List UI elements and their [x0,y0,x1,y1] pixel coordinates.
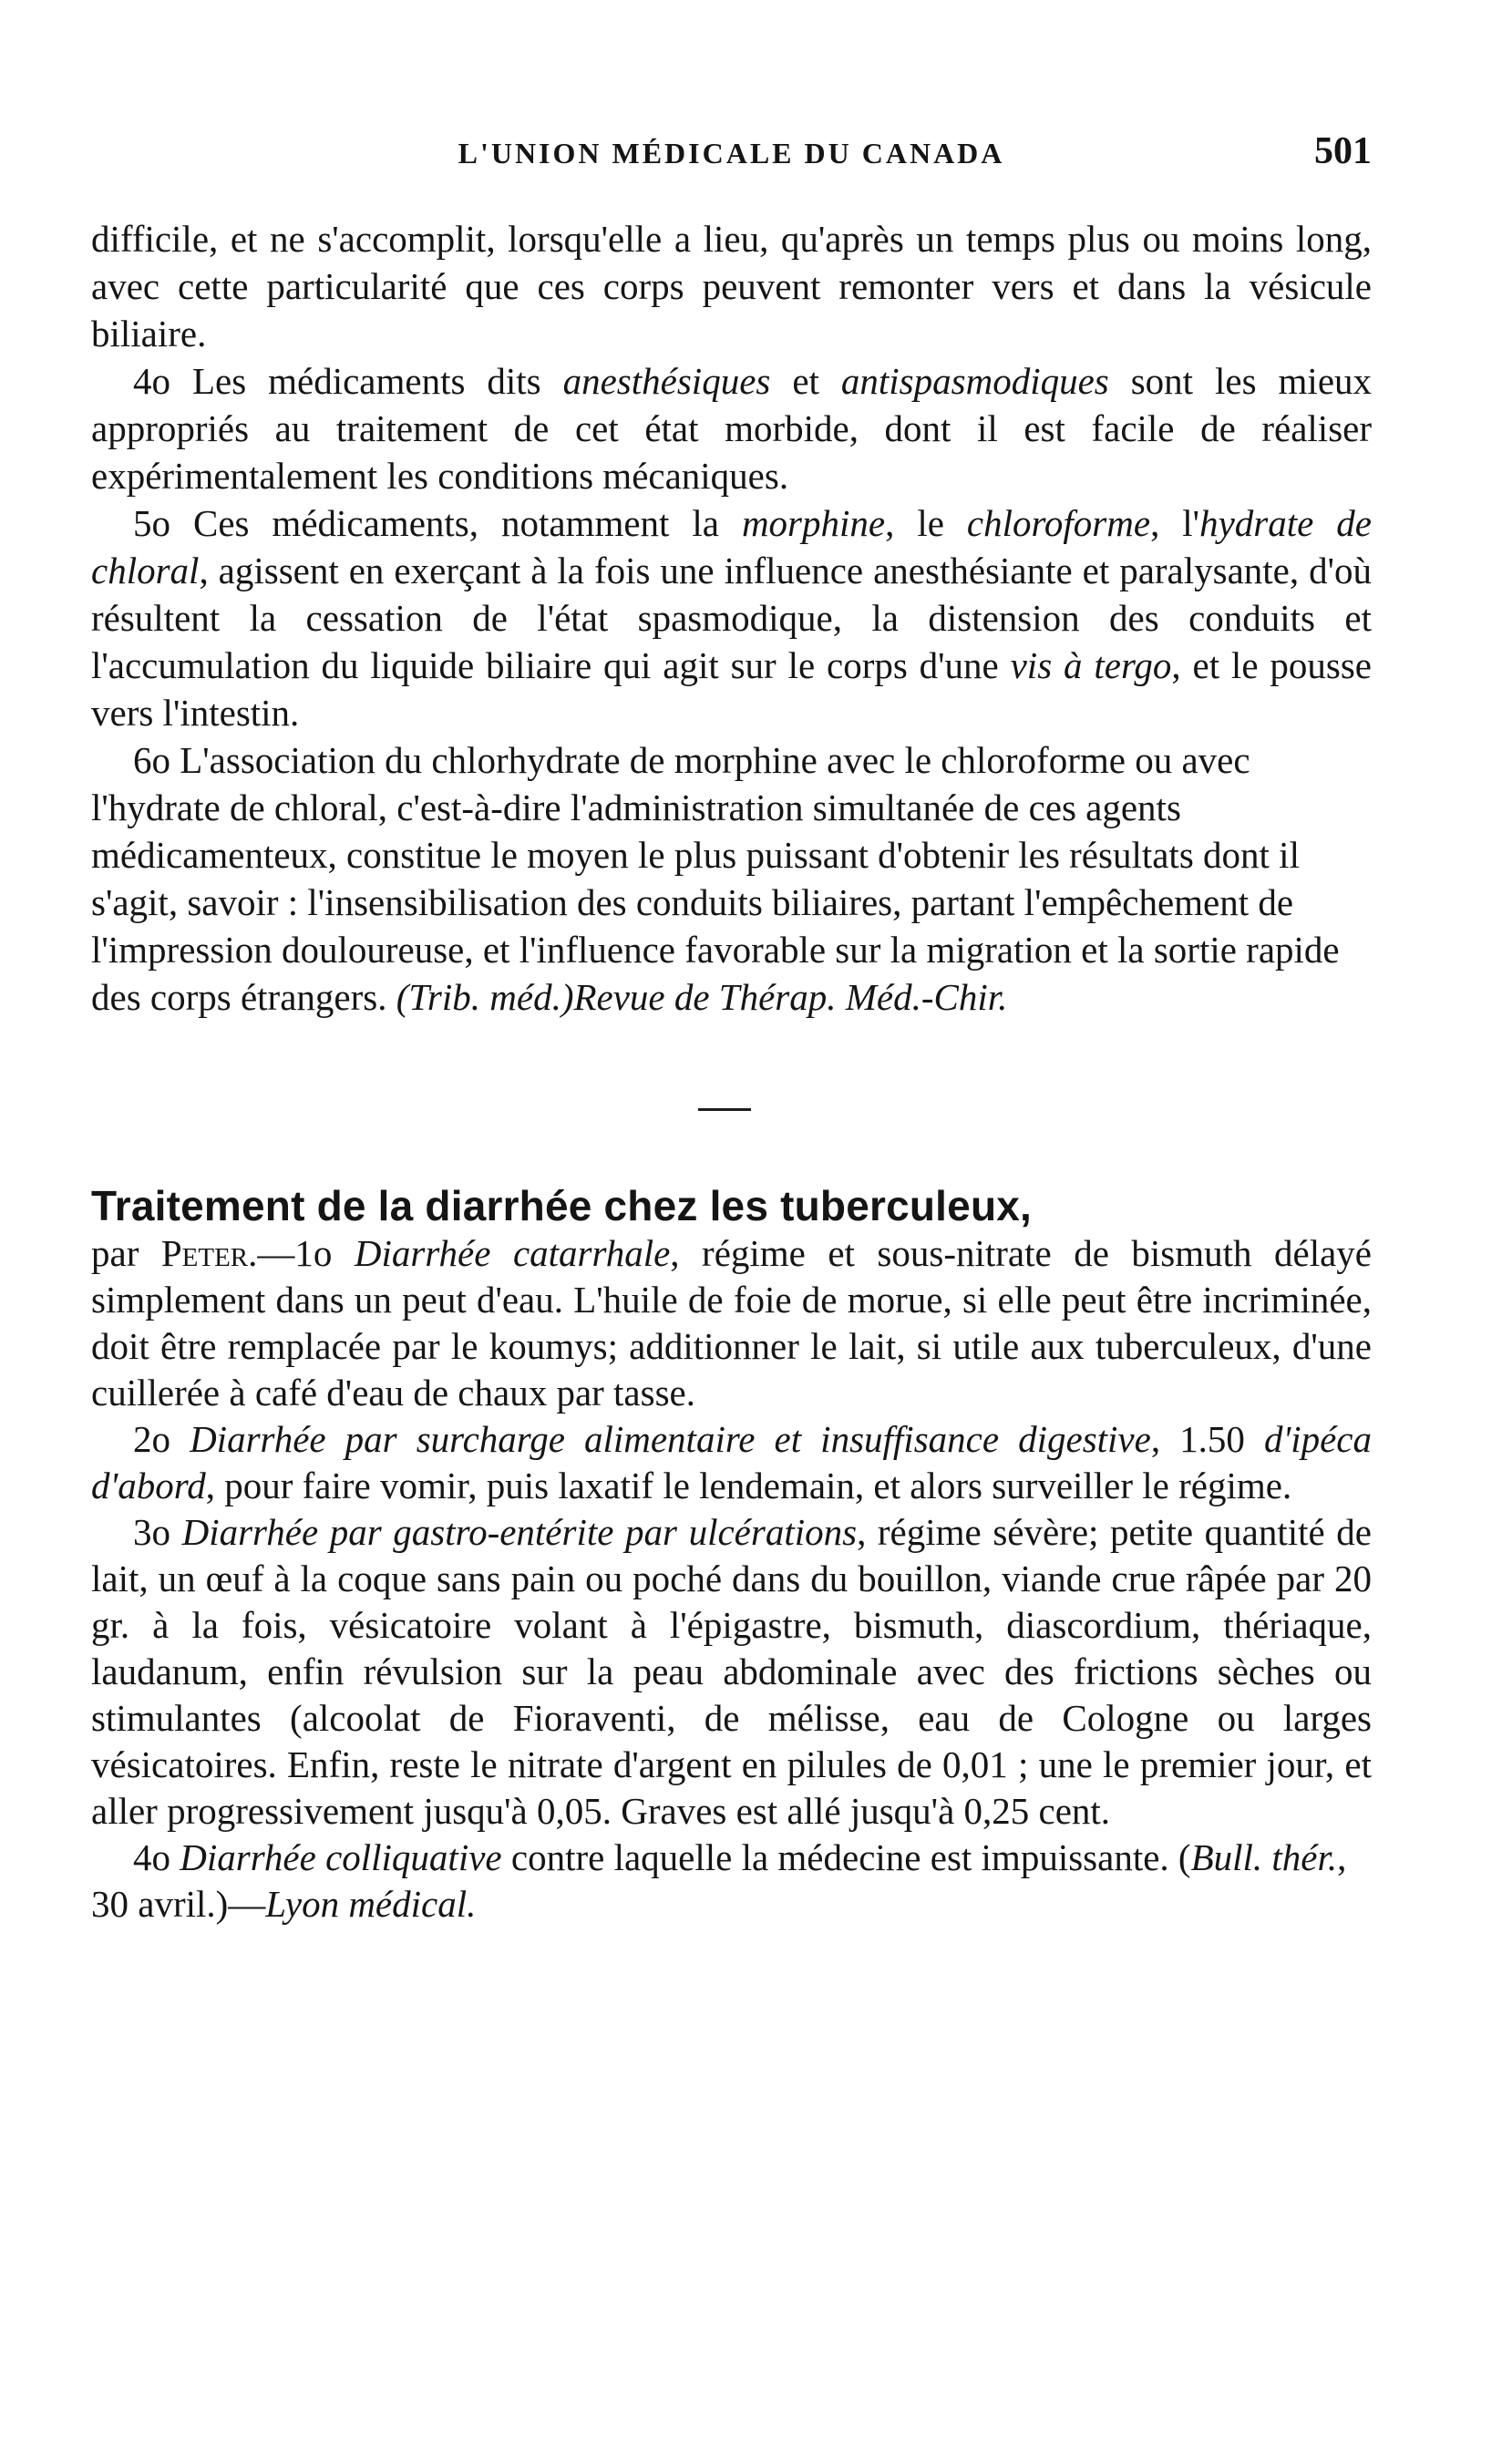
running-head [91,128,1372,182]
term-hydrate-de-chloral: hydrate de chloral [91,502,1372,591]
paragraph-5-text: 5o Ces médicaments, notamment la [133,502,742,544]
article-paragraph-2-text: 2o [133,1418,190,1460]
article-paragraph-2-text: , pour faire vomir, puis laxatif le lendemain, et alors surveiller le régime. [205,1465,1292,1506]
term-diarrhee-colliquative: Diarrhée colliquative [180,1836,502,1878]
article-paragraph-1-text: .—1o [248,1232,355,1274]
paragraph-4-text: sont les mieux appropriés au traitement de cet état morbide, dont il est facile de réaliser expérimentalement les conditions mécaniques. [91,360,1373,497]
author-name: Peter [160,1232,249,1274]
term-diarrhee-gastro-enterite: Diarrhée par gastro-entérite par ulcérations [181,1511,858,1553]
running-title: L'UNION MÉDICALE DU CANADA [458,137,1005,170]
paragraph-6 [91,736,1372,1021]
byline-text: par [91,1232,161,1274]
term-vis-a-tergo: vis à tergo [1010,644,1172,686]
citation-bull-ther: Bull. thér. [1190,1836,1338,1878]
section-divider-area [91,1021,1372,1181]
term-anesthesiques: anesthésiques [562,360,771,402]
section-divider [698,1108,751,1111]
article-paragraph-2-text: , 1.50 [1150,1418,1264,1460]
article-paragraph-2 [91,1416,1372,1509]
continued-article [91,215,1372,1021]
citation-lyon-medical: Lyon médical. [265,1883,477,1925]
continued-paragraph: difficile, et ne s'accomplit, lorsqu'elle a lieu, qu'après un temps plus ou moins long, avec cette particularité que ces corps peuvent remonter vers et dans la vésicule biliaire. [91,218,1372,355]
article-paragraph-4-text: , 30 avril.)— [91,1836,1347,1925]
article-paragraph-1-text: , régime et sous-nitrate de bismuth délayé simplement dans un peut d'eau. L'huile de foie de morue, si elle peut être incriminée, doit être remplacée par le koumys; additionner le lait, si utile aux tuberculeux, d'une cuillerée à café d'eau de chaux par tasse. [91,1232,1372,1414]
paragraph-5 [91,499,1372,736]
term-ipeca: d'ipéca d'abord [91,1418,1373,1506]
term-diarrhee-surcharge: Diarrhée par surcharge alimentaire et insuffisance digestive [190,1418,1151,1460]
source-citation: (Trib. méd.)Revue de Thérap. Méd.-Chir. [396,976,1008,1018]
term-chloroforme: chloroforme [966,502,1151,544]
paragraph-5-text: , et le pousse vers l'intestin. [91,644,1372,734]
article-paragraph-3-text: , régime sévère; petite quantité de lait, un œuf à la coque sans pain ou poché dans du bouillon, viande crue râpée par 20 gr. à la fois, vésicatoire volant à l'épigastre, bismuth, diascordium, thériaque, laudanum, enfin révulsion sur la peau abdominale avec des frictions sèches ou stimulantes (alcoolat de Fioraventi, de mélisse, eau de Cologne ou larges vésicatoires. Enfin, reste le nitrate d'argent en pilules de 0,01 ; une le premier jour, et aller progressivement jusqu'à 0,05. Graves est allé jusqu'à 0,25 cent. [91,1511,1373,1832]
paragraph-6-text: 6o L'association du chlorhydrate de morphine avec le chloroforme ou avec l'hydrate de chloral, c'est-à-dire l'administration simultanée de ces agents médicamenteux, constitue le moyen le plus puissant d'obtenir les résultats dont il s'agit, savoir : l'insensibilisation des conduits biliaires, partant l'empêchement de l'impression douloureuse, et l'influence favorable sur la migration et la sortie rapide des corps étrangers. [91,739,1340,1018]
book-page [91,128,1372,1928]
article-paragraph-3 [91,1509,1372,1835]
article-paragraph-4-text: contre laquelle la médecine est impuissante. ( [501,1836,1191,1878]
page-number: 501 [1314,130,1372,172]
article-paragraph-1 [91,1230,1372,1416]
paragraph-5-text: , agissent en exerçant à la fois une influence anesthésiante et paralysante, d'où résultent la cessation de l'état spasmodique, la distension des conduits et l'accumulation du liquide biliaire qui agit sur le corps d'une [91,550,1372,686]
paragraph-5-text: , le [885,502,967,544]
paragraph-4-text: 4o Les médicaments dits [133,360,563,402]
term-antispasmodiques: antispasmodiques [840,360,1109,402]
term-morphine: morphine [741,502,886,544]
article-paragraph-3-text: 3o [133,1511,182,1553]
article-paragraph-4 [91,1835,1372,1928]
paragraph-4 [91,357,1372,499]
article-paragraph-4-text: 4o [133,1836,180,1878]
article-body [91,1230,1372,1928]
paragraph-5-text: , l' [1150,502,1200,544]
article-heading: Traitement de la diarrhée chez les tuberculeux, [91,1182,1033,1229]
paragraph-4-text: et [770,360,841,402]
term-diarrhee-catarrhale: Diarrhée catarrhale [354,1232,671,1274]
